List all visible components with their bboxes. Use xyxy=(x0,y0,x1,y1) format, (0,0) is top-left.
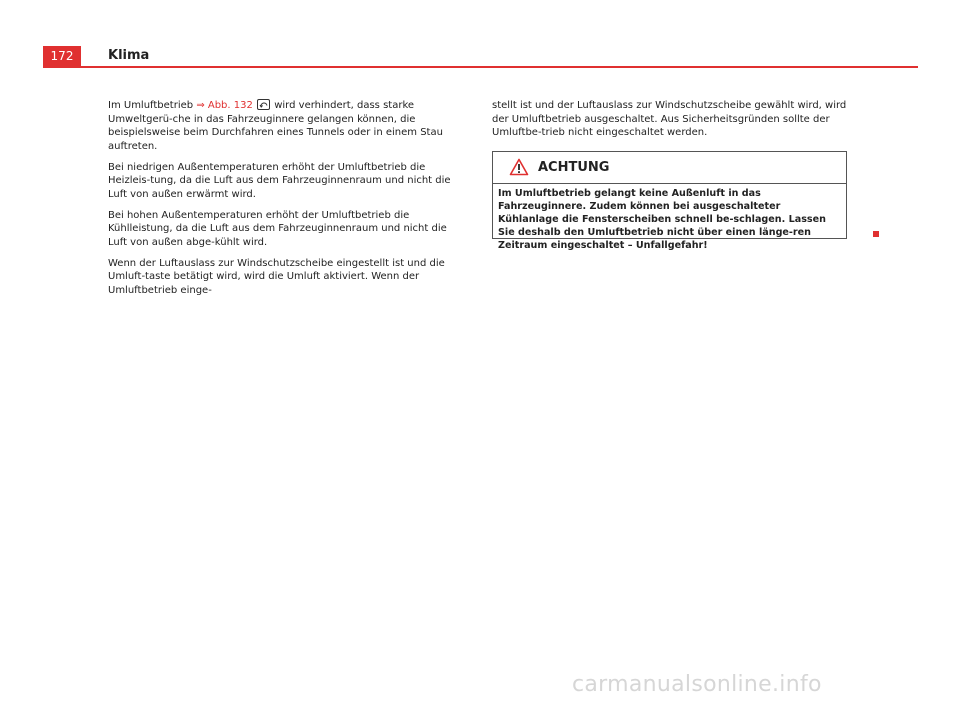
text-fragment: wird verhindert, dass starke Umweltgerü-che in das Fahrzeuginnere gelangen können, die beispielsweise beim Durchfahren eines Tunnels oder in einem Stau auftreten. xyxy=(108,100,443,152)
paragraph-low-temperature: Bei niedrigen Außentemperaturen erhöht der Umluftbetrieb die Heizleis-tung, da die Luft aus dem Fahrzeuginnenraum und nicht die Luft von außen erwärmt wird. xyxy=(108,161,451,200)
section-title: Klima xyxy=(108,48,150,63)
paragraph-continuation: stellt ist und der Luftauslass zur Windschutzscheibe gewählt wird, wird der Umluftbetrieb ausgeschaltet. Aus Sicherheitsgründen sollte der Umluftbe-trieb nicht eingeschaltet werden. xyxy=(492,100,847,138)
page-number: 172 xyxy=(43,46,81,66)
paragraph-recirculation-intro xyxy=(108,99,466,153)
paragraph-windshield-outlet: Wenn der Luftauslass zur Windschutzscheibe eingestellt ist und die Umluft-taste betätigt wird, wird die Umluft aktiviert. Wenn der Umluftbetrieb einge- xyxy=(108,257,445,296)
page-header xyxy=(43,46,918,68)
recirculation-icon xyxy=(257,99,270,110)
warning-box xyxy=(492,151,847,251)
header-rule xyxy=(43,66,918,68)
paragraph-high-temperature: Bei hohen Außentemperaturen erhöht der Umluftbetrieb die Kühlleistung, da die Luft aus dem Fahrzeuginnenraum und nicht die Luft von außen abge-kühlt wird. xyxy=(108,209,447,248)
warning-header xyxy=(493,152,846,184)
warning-text: Im Umluftbetrieb gelangt keine Außenluft in das Fahrzeuginnere. Zudem können bei ausgeschalteter Kühlanlage die Fensterscheiben schnell be-schlagen. Lassen Sie deshalb den Umluftbetrieb nicht über einen länge-ren Zeitraum eingeschaltet – Unfallgefahr! xyxy=(498,188,826,251)
section-end-marker xyxy=(873,231,879,237)
text-fragment: Im Umluftbetrieb xyxy=(108,100,197,111)
warning-title: ACHTUNG xyxy=(538,160,610,175)
left-column xyxy=(108,99,466,305)
right-column xyxy=(492,99,852,147)
figure-reference-link[interactable]: ⇒ Abb. 132 xyxy=(196,100,253,111)
warning-triangle-icon xyxy=(509,158,529,180)
watermark: carmanualsonline.info xyxy=(572,672,822,697)
